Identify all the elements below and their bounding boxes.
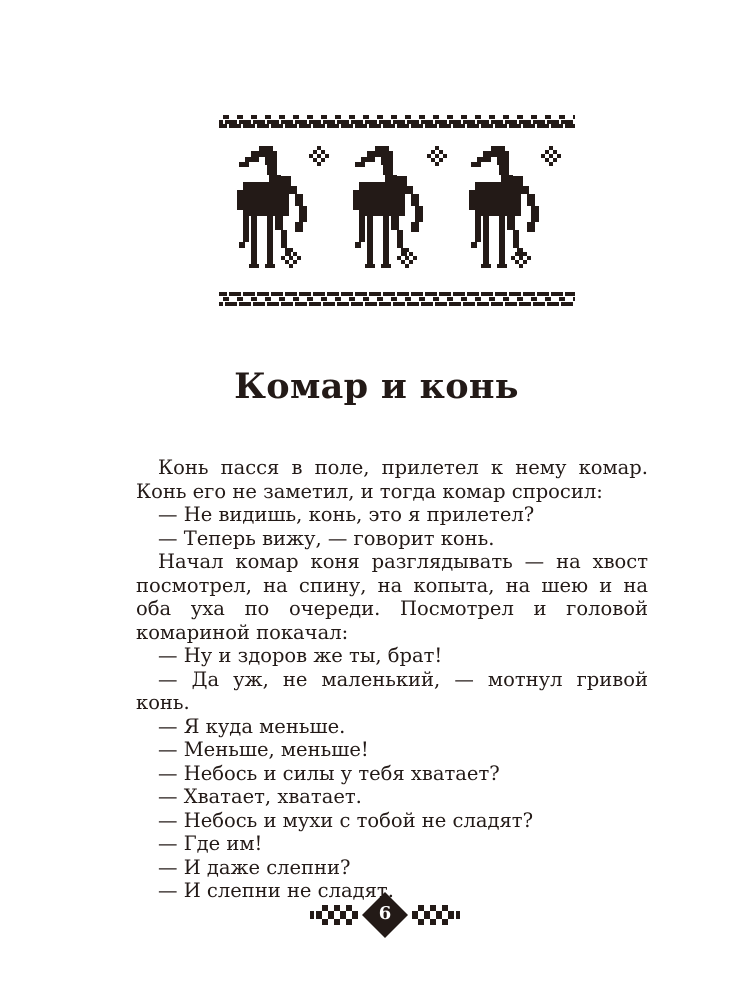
paragraph: — Небось и силы у тебя хватает? <box>158 761 500 785</box>
paragraph: — И даже слепни? <box>158 855 351 879</box>
paragraph: — Теперь вижу, — говорит конь. <box>158 526 495 550</box>
paragraph: — Да уж, не маленький, — мотнул гривой конь. <box>136 667 648 714</box>
ornament-graphic <box>219 110 575 315</box>
story-title: Комар и конь <box>234 366 519 407</box>
horse-ornament-icon <box>219 110 575 315</box>
paragraph: Начал комар коня разглядывать — на хвост посмотрел, на спину, на копыта, на шею и на оба уха по очереди. Посмотрел и головой комариной покачал: <box>136 550 648 644</box>
paragraph: — Я куда меньше. <box>158 714 346 738</box>
paragraph: Конь пасся в поле, прилетел к нему комар. Конь его не заметил, и тогда комар спросил: <box>136 456 648 503</box>
page-number-ornament <box>310 890 460 940</box>
paragraph: — Хватает, хватает. <box>158 785 362 808</box>
paragraph: — Где им! <box>158 832 263 855</box>
paragraph: — Меньше, меньше! <box>158 738 369 761</box>
story-text <box>136 456 648 903</box>
paragraph: — Ну и здоров же ты, брат! <box>158 644 443 667</box>
page-number: 6 <box>378 903 392 924</box>
paragraph: — И слепни не сладят. <box>158 879 394 902</box>
paragraph: — Небось и мухи с тобой не сладят? <box>158 808 534 832</box>
paragraph: — Не видишь, конь, это я прилетел? <box>158 503 535 526</box>
